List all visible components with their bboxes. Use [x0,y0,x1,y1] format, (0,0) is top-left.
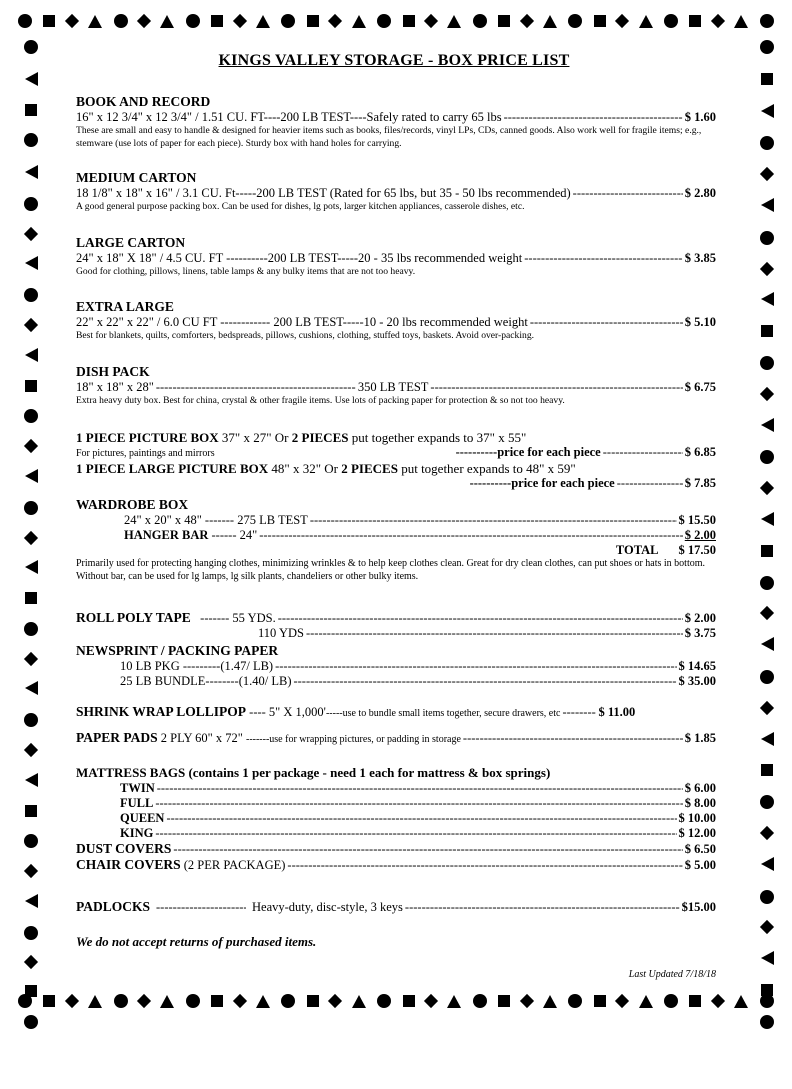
price-row: SHRINK WRAP LOLLIPOP ---- 5" X 1,000' -----use to bundle small items together, secure drawers, etc ----- $ 11.00 [76,704,716,721]
price: $ 6.85 [684,445,716,459]
section-mattress-bags [76,765,716,873]
description: These are small and easy to handle & designed for heavier items such as books, files/records, vinyl LPs, CDs, canned goods. Also work well for fragile items; e.g., stemware (use lots of paper for each piece). Sturdy box with hand holes for carrying. [76,125,702,149]
price-row: TWIN ----- $ 6.00 [76,781,716,796]
section-heading: BOOK AND RECORD [76,94,211,109]
section-heading: MEDIUM CARTON [76,170,197,185]
section-medium-carton [76,170,716,214]
description: Extra heavy duty box. Best for china, crystal & other fragile items. Use lots of packing paper for protection & so not too heavy. [76,395,565,406]
price: $ 10.00 [678,811,716,825]
price: $ 12.00 [678,826,716,840]
price-row: DUST COVERS ----- $ 6.50 [76,841,716,857]
price: $ 2.00 [684,611,716,625]
description: Primarily used for protecting hanging clothes, minimizing wrinkles & to help keep clothes clean. Great for dry clean clothes, can put shoes or hats in bottom. Without bar, can be used for lg lamps, lg silk plants, chandeliers or other bulky items. [76,558,706,582]
description: Best for blankets, quilts, comforters, bedspreads, pillows, cushions, clothing, stuffed toys, baskets. Avoid over-packing. [76,330,535,341]
section-heading: LARGE CARTON [76,235,186,250]
price: $ 11.00 [598,705,636,719]
section-shrink-wrap [76,704,716,721]
price: $ 2.80 [684,186,716,200]
section-heading: MATTRESS BAGS (contains 1 per package - need 1 each for mattress & box springs) [76,765,551,780]
price-row: 110 YDS ----- $ 3.75 [76,626,716,641]
price-row: 18 1/8" x 18" x 16" / 3.1 CU. Ft-----200 LB TEST (Rated for 65 lbs, but 35 - 50 lbs recommended) ----- $ 2.80 [76,186,716,201]
price: $ 5.10 [684,315,716,329]
price: $ 3.85 [684,251,716,265]
page-title: KINGS VALLEY STORAGE - BOX PRICE LIST [218,52,570,69]
section-newsprint [76,643,716,689]
section-heading: NEWSPRINT / PACKING PAPER [76,643,279,658]
price: $ 35.00 [678,674,716,688]
price: $ 6.00 [684,781,716,795]
price-row: QUEEN ----- $ 10.00 [76,811,716,826]
price-row: 24" x 20" x 48" ------- 275 LB TEST ----- $ 15.50 [76,513,716,528]
section-heading: WARDROBE BOX [76,497,189,512]
price-row: 16" x 12 3/4" x 12 3/4" / 1.51 CU. FT----200 LB TEST----Safely rated to carry 65 lbs ----- $ 1.60 [76,110,716,125]
price-row: PADLOCKS ----- Heavy-duty, disc-style, 3 keys ----- $15.00 [76,899,716,915]
section-padlocks [76,899,716,915]
border-right [756,40,778,1029]
section-book-record [76,94,716,150]
price-row: 25 LB BUNDLE--------(1.40/ LB) ----- $ 35.00 [76,674,716,689]
price: $ 7.85 [684,476,716,490]
price-row: CHAIR COVERS (2 PER PACKAGE) ----- $ 5.00 [76,857,716,873]
total-row: TOTAL $ 17.50 [615,543,716,557]
section-paper-pads [76,730,716,747]
price-row: 18" x 18" x 28" ----- 350 LB TEST ----- $ 6.75 [76,380,716,395]
price-row: 24" x 18" X 18" / 4.5 CU. FT ----------200 LB TEST-----20 - 35 lbs recommended weight ----- $ 3.85 [76,251,716,266]
price: $ 3.75 [684,626,716,640]
description: A good general purpose packing box. Can be used for dishes, lg pots, larger kitchen appliances, casserole dishes, etc. [76,201,525,212]
price-row: ROLL POLY TAPE ------- 55 YDS. ----- $ 2.00 [76,610,716,626]
price-row: KING ----- $ 12.00 [76,826,716,841]
price: $ 6.75 [684,380,716,394]
description: Good for clothing, pillows, linens, table lamps & any bulky items that are not too heavy. [76,266,416,277]
price-row: For pictures, paintings and mirrors ----------price for each piece ----- $ 6.85 [76,445,716,461]
price-row: PAPER PADS 2 PLY 60" x 72" -------use for wrapping pictures, or padding in storage ----- $ 1.85 [76,730,716,747]
section-dish-pack [76,364,716,408]
returns-note: We do not accept returns of purchased items. [76,934,317,949]
section-heading: DISH PACK [76,364,150,379]
price: $ 2.00 [684,528,716,542]
border-bottom [18,990,774,1012]
price: $ 14.65 [678,659,716,673]
price: $ 1.85 [684,731,716,745]
last-updated: Last Updated 7/18/18 [628,969,716,980]
section-heading: EXTRA LARGE [76,299,174,314]
border-top [18,10,774,32]
price: $ 1.60 [684,110,716,124]
section-extra-large [76,299,716,343]
price: $15.00 [681,900,716,914]
price-row: 10 LB PKG ---------(1.47/ LB) ----- $ 14.65 [76,659,716,674]
price: $ 15.50 [678,513,716,527]
price-row: 22" x 22" x 22" / 6.0 CU FT ------------ 200 LB TEST-----10 - 20 lbs recommended weight ----- $ 5.10 [76,315,716,330]
price-row: HANGER BAR ------ 24" ----- $ 2.00 [76,528,716,543]
section-picture-box: 1 PIECE PICTURE BOX 37" x 27" Or 2 PIECES put together expands to 37" x 55" For pictures, paintings and mirrors ----------price for each piece ----- $ 6.85 1 PIECE LARGE PICTURE BOX 48" x 32" Or 2 PIECES put together expands to 48" x 59" ----------price for each piece ----- $ 7.85 [76,430,716,491]
border-left [20,40,42,1029]
price: $ 5.00 [684,858,716,872]
section-wardrobe-box [76,497,716,583]
total-price: $ 17.50 [678,543,716,557]
price: $ 6.50 [684,842,716,856]
section-large-carton [76,235,716,279]
section-roll-poly-tape [76,610,716,641]
price-row: FULL ----- $ 8.00 [76,796,716,811]
price-row: ----------price for each piece ----- $ 7.85 [76,476,716,491]
price: $ 8.00 [684,796,716,810]
